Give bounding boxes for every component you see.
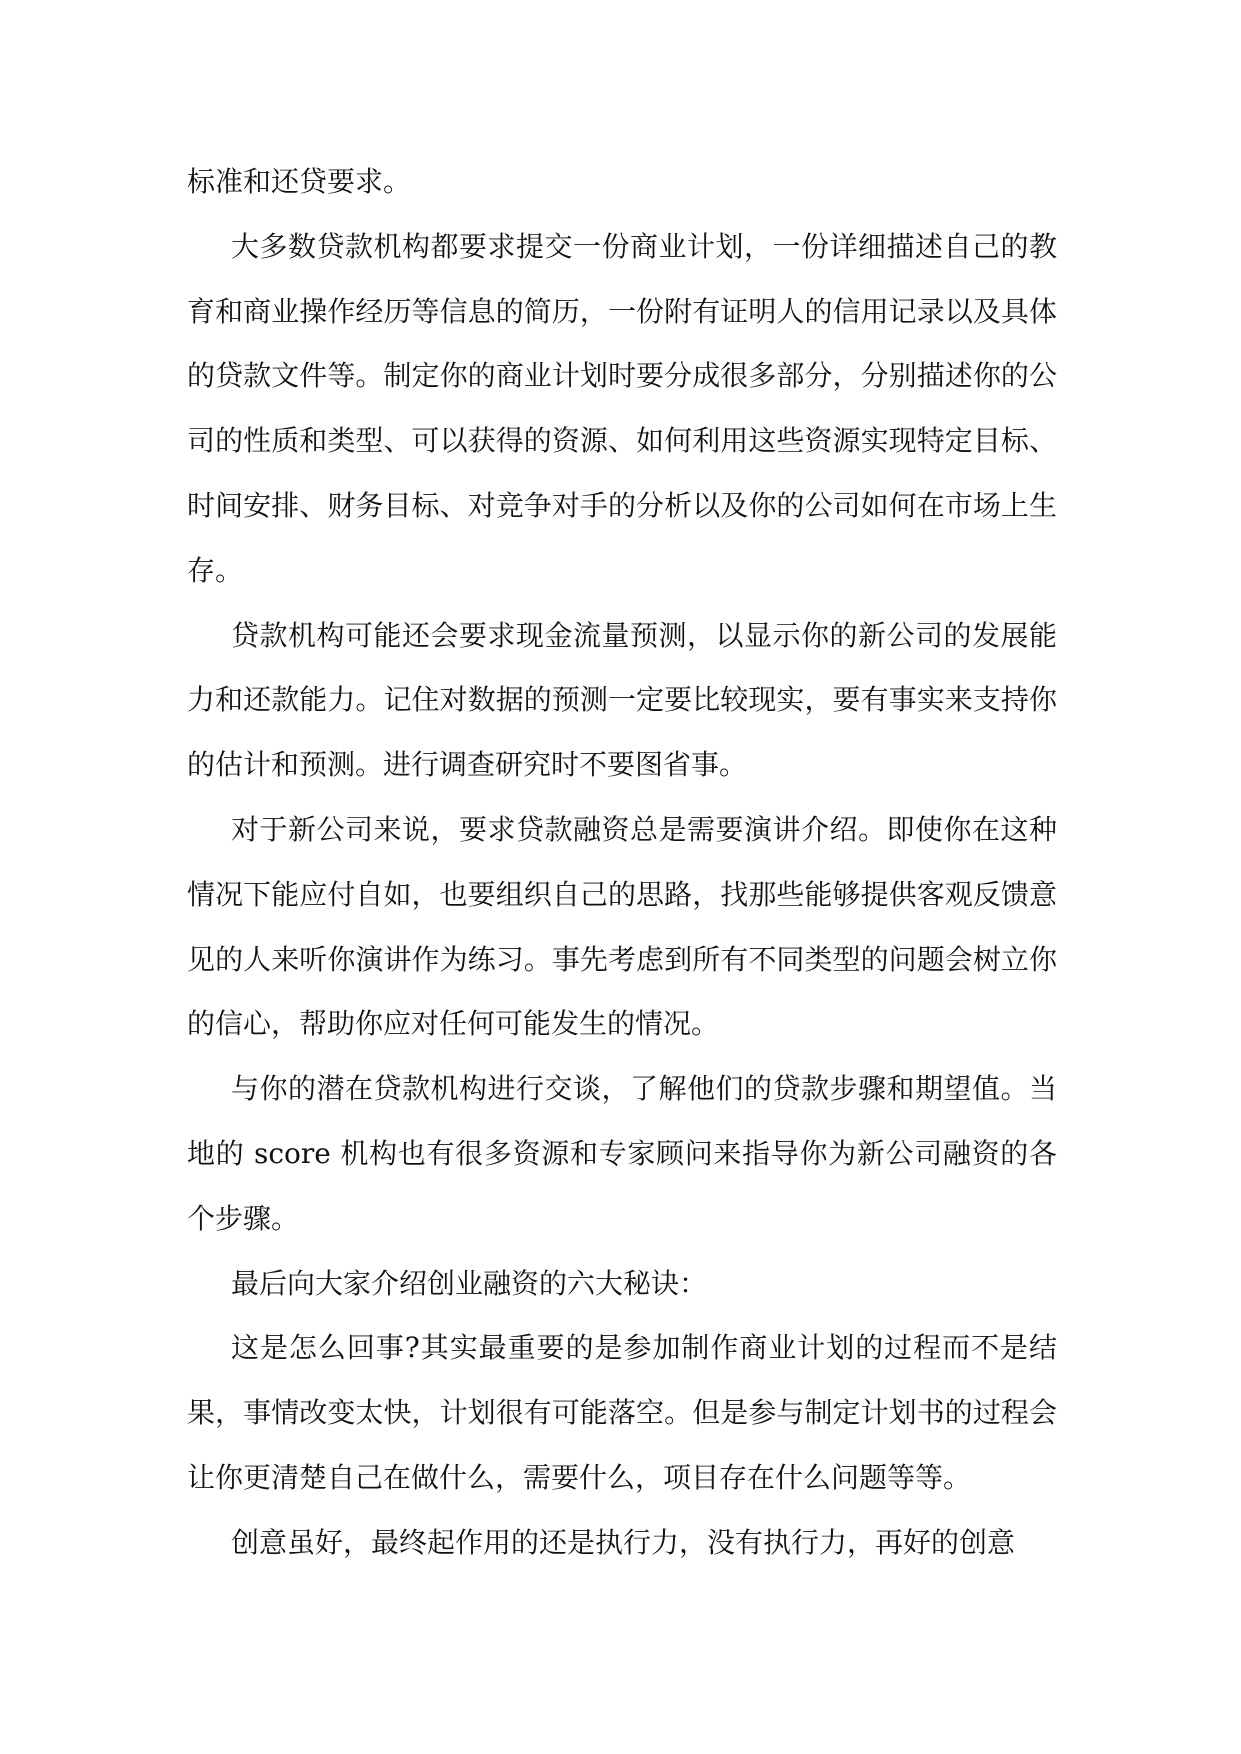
paragraph-execution: 创意虽好，最终起作用的还是执行力，没有执行力，再好的创意 bbox=[231, 1525, 1016, 1559]
paragraph-business-plan-process: 这是怎么回事?其实最重要的是参加制作商业计划的过程而不是结果，事情改变太快，计划很有可能落空。但是参与制定计划书的过程会让你更清楚自己在做什么，需要什么，项目存在什么问题等等。 bbox=[187, 1331, 1057, 1494]
paragraph-presentation: 对于新公司来说，要求贷款融资总是需要演讲介绍。即使你在这种情况下能应付自如，也要组织自己的思路，找那些能够提供客观反馈意见的人来听你演讲作为练习。事先考虑到所有不同类型的问题会树立你的信心，帮助你应对任何可能发生的情况。 bbox=[187, 812, 1057, 1041]
paragraph-six-tips-intro: 最后向大家介绍创业融资的六大秘诀： bbox=[231, 1266, 708, 1300]
document-body bbox=[187, 150, 1057, 1576]
paragraph-cash-flow: 贷款机构可能还会要求现金流量预测，以显示你的新公司的发展能力和还款能力。记住对数据的预测一定要比较现实，要有事实来支持你的估计和预测。进行调查研究时不要图省事。 bbox=[187, 618, 1057, 782]
paragraph-loan-documents: 大多数贷款机构都要求提交一份商业计划，一份详细描述自己的教育和商业操作经历等信息的简历，一份附有证明人的信用记录以及具体的贷款文件等。制定你的商业计划时要分成很多部分，分别描述你的公司的性质和类型、可以获得的资源、如何利用这些资源实现特定目标、时间安排、财务目标、对竞争对手的分析以及你的公司如何在市场上生存。 bbox=[187, 229, 1057, 587]
paragraph-lender-talk: 与你的潜在贷款机构进行交谈，了解他们的贷款步骤和期望值。当地的 score 机构也有很多资源和专家顾问来指导你为新公司融资的各个步骤。 bbox=[187, 1072, 1057, 1235]
paragraph-continuation: 标准和还贷要求。 bbox=[187, 165, 412, 198]
